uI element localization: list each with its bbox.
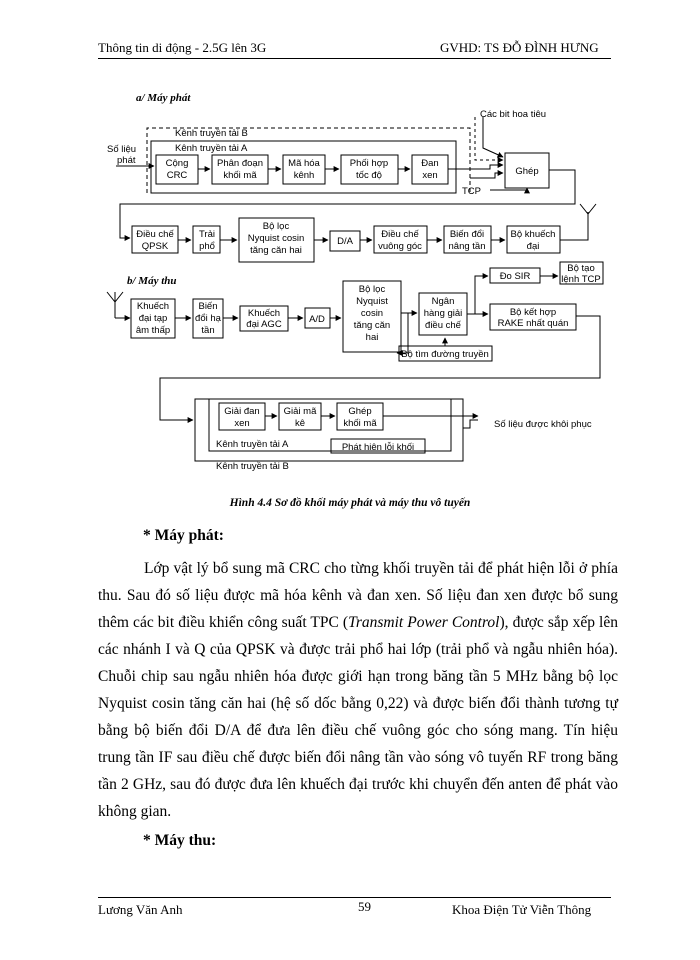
footer-author: Lương Văn Anh (98, 902, 183, 917)
lna-label-2: đại tạp (138, 313, 168, 324)
channel-coding-label-1: Mã hóa (288, 158, 320, 169)
para-text-1: Lớp vật lý bổ sung mã CRC cho từng khối truyền tải để phát hiện lỗi ở phía thu. Sau đó số liệu được mã hóa kênh và đan xen. Số liệu đan xen được bổ sung thêm các bit điều khiển công suất TPC ( (98, 560, 618, 631)
agc-label-2: đại AGC (246, 319, 282, 330)
rake-label-1: Bộ kết hợp (509, 307, 557, 318)
qpsk-label-2: QPSK (141, 241, 169, 252)
footer-department: Khoa Điện Tử Viễn Thông (452, 902, 592, 917)
rx-filter-label-2: Nyquist (356, 296, 388, 307)
tcp-label: TCP (462, 186, 481, 197)
deinterleaver-label-2: xen (234, 418, 250, 429)
rx-channel-b-label: Kênh truyền tải B (216, 461, 289, 472)
tx-section-title: a/ Máy phát (136, 92, 191, 104)
page-number: 59 (358, 899, 371, 914)
tx-input-label-2: phát (117, 155, 136, 166)
crc-check-label: Phát hiện lỗi khối (341, 442, 415, 453)
concat-label-1: Ghép (348, 406, 372, 417)
footer-rule (98, 897, 611, 898)
ad-label: A/D (309, 314, 325, 325)
decoder-label-2: kê (294, 418, 306, 429)
lna-label-1: Khuếch (136, 301, 170, 312)
lna-label-3: âm thấp (135, 325, 171, 336)
upconv-label-2: nâng tần (448, 241, 486, 252)
rake-label-2: RAKE nhất quán (497, 318, 569, 329)
channel-b-label: Kênh truyền tải B (175, 128, 248, 139)
spreading-label-1: Trải (198, 229, 216, 240)
tcp-gen-label-1: Bộ tạo (567, 263, 595, 274)
deinterleaver-label-1: Giải đan (224, 406, 260, 417)
interleaver-label-1: Đan (421, 158, 439, 169)
da-label: D/A (337, 236, 353, 247)
crc-label-2: CRC (166, 170, 188, 181)
agc-label-1: Khuếch (247, 308, 281, 319)
segmentation-label-1: Phân đoạn (217, 158, 263, 169)
tx-filter-label-1: Bộ lọc (262, 221, 290, 232)
downconv-label-1: Biến (198, 301, 218, 312)
rate-matching-label-2: tốc độ (356, 170, 382, 181)
pilot-bits-label: Các bit hoa tiêu (480, 109, 547, 120)
figure-caption: Hình 4.4 Sơ đồ khối máy phát và máy thu vô tuyến (229, 497, 471, 509)
demod-label-2: hàng giải (423, 308, 463, 319)
section-heading-transmitter: * Máy phát: (143, 527, 224, 544)
quad-mod-label-1: Điều chế (381, 229, 419, 240)
path-search-label: Bộ tìm đường truyền (401, 349, 489, 360)
channel-coding-label-2: kênh (293, 170, 315, 181)
interleaver-label-2: xen (422, 170, 438, 181)
crc-label-1: Cộng (165, 158, 189, 169)
rx-channel-a-label: Kênh truyền tải A (216, 439, 289, 450)
rx-filter-label-5: hai (365, 332, 379, 343)
recovered-data-label: Số liệu được khôi phục (494, 419, 592, 430)
downconv-label-3: tần (201, 325, 215, 336)
header-left: Thông tin di động - 2.5G lên 3G (98, 40, 267, 55)
rate-matching-label-1: Phối hợp (349, 158, 389, 169)
rx-filter-label-1: Bộ lọc (358, 284, 386, 295)
para-text-2: ), được sắp xếp lên các nhánh I và Q của QPSK và được trải phổ hai lớp (trải phổ và ngẫu nhiên hóa). Chuỗi chip sau ngẫu nhiên hóa được giới hạn trong băng tần 5 MHz bằng bộ lọc Nyquist cosin tăng căn hai (hệ số dốc bằng 0,22) và được biến đổi thành tương tự bằng bộ biến đổi D/A để đưa lên điều chế vuông góc cho sóng mang. Tín hiệu trung tần IF sau điều chế được biến đổi nâng tần vào sóng vô tuyến RF trong băng tần 2 GHz, sau đó được đưa lên khuếch đại trước khi chuyển đến anten để phát vào không gian. (98, 614, 618, 820)
qpsk-label-1: Điều chế (136, 229, 174, 240)
rx-section-title: b/ Máy thu (127, 275, 177, 287)
header-right: GVHD: TS ĐỖ ĐÌNH HƯNG (440, 40, 599, 55)
transmitter-paragraph (98, 555, 618, 825)
concat-label-2: khối mã (343, 418, 377, 429)
upconv-label-1: Biến đổi (449, 229, 485, 240)
downconv-label-2: đổi hạ (195, 313, 221, 324)
tx-input-label-1: Số liệu (107, 144, 137, 155)
rx-filter-label-3: cosin (360, 308, 384, 319)
para-italic-term: Transmit Power Control (348, 614, 500, 631)
pa-label-2: đại (526, 241, 540, 252)
section-heading-receiver: * Máy thu: (143, 832, 217, 849)
channel-a-label: Kênh truyền tải A (175, 143, 248, 154)
tx-filter-label-2: Nyquist cosin (247, 233, 305, 244)
tcp-gen-label-2: lệnh TCP (561, 274, 601, 285)
sir-label: Đo SIR (499, 271, 531, 282)
demod-label-1: Ngân (431, 296, 455, 307)
quad-mod-label-2: vuông góc (378, 241, 422, 252)
demod-label-3: điều chế (425, 320, 461, 331)
mux-label: Ghép (515, 166, 539, 177)
pa-label-1: Bộ khuếch (510, 229, 556, 240)
decoder-label-1: Giải mã (283, 406, 317, 417)
tx-filter-label-3: tăng căn hai (250, 245, 302, 256)
spreading-label-2: phổ (199, 241, 215, 252)
rx-filter-label-4: tăng căn (353, 320, 391, 331)
segmentation-label-2: khối mã (223, 170, 257, 181)
